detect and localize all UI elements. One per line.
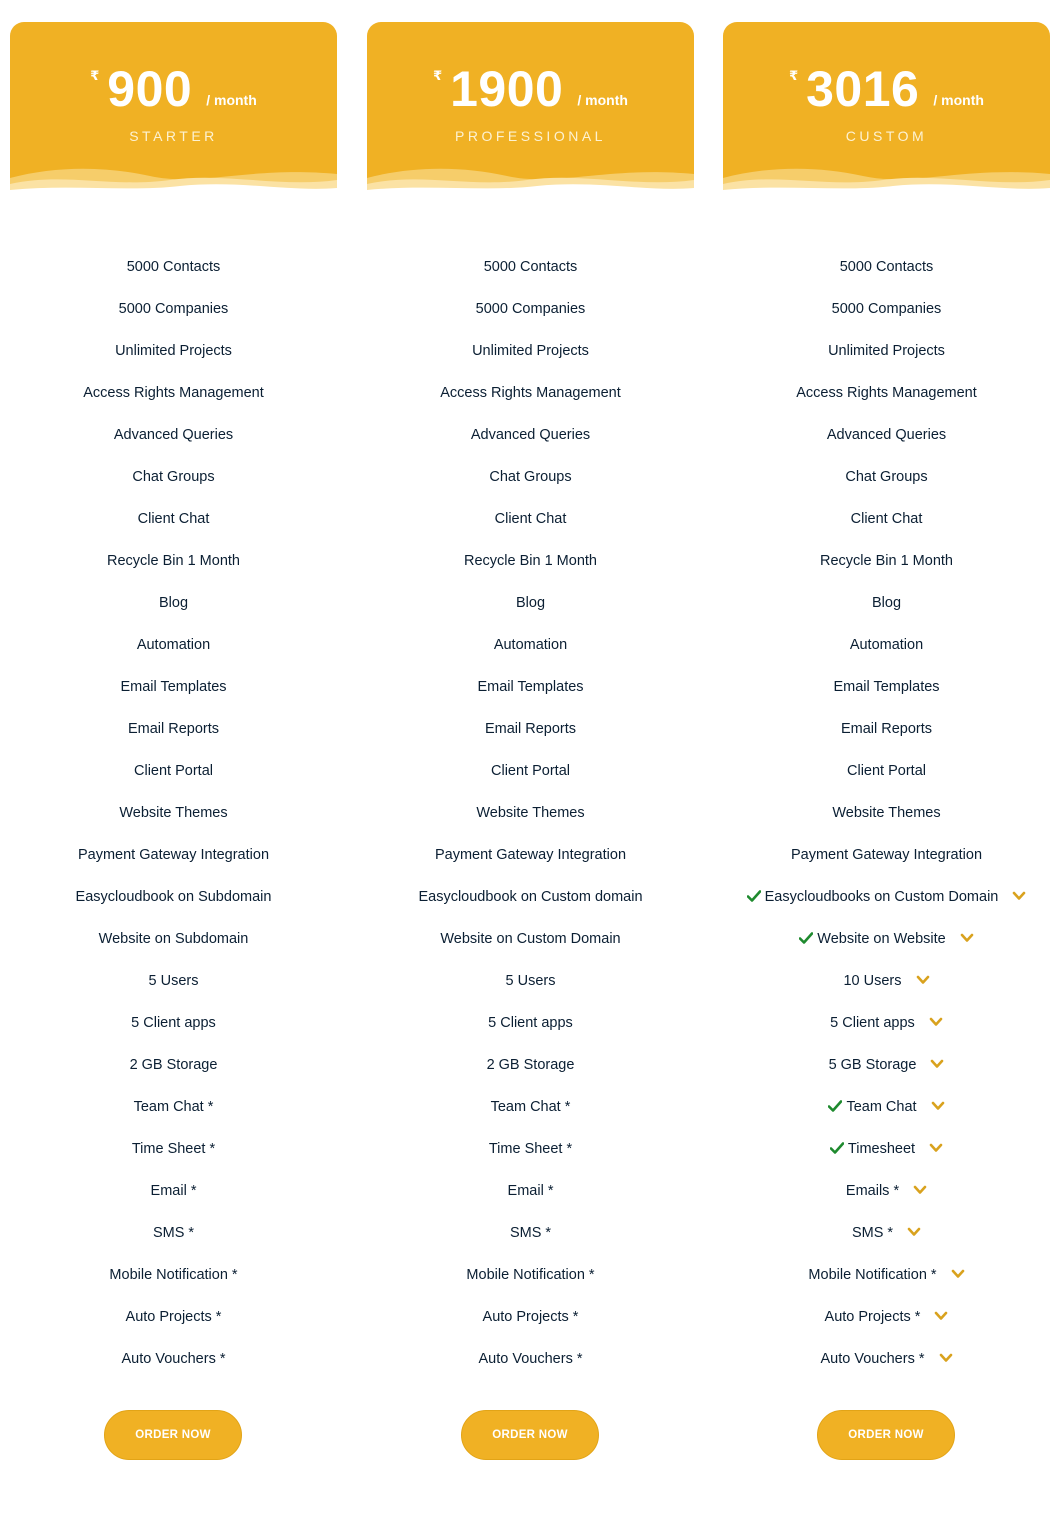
check-icon (828, 1100, 842, 1112)
feature-label: SMS * (851, 1225, 894, 1241)
feature-item (10, 372, 337, 414)
feature-item (723, 498, 1050, 540)
feature-item (10, 1338, 337, 1380)
feature-item[interactable] (723, 1170, 1050, 1212)
feature-label: Website Themes (119, 805, 228, 821)
feature-label: Chat Groups (845, 469, 928, 485)
chevron-down-icon[interactable] (929, 1143, 943, 1153)
feature-item (367, 372, 694, 414)
feature-item (367, 1338, 694, 1380)
feature-item (723, 456, 1050, 498)
feature-label: 5000 Companies (118, 301, 229, 317)
feature-item[interactable] (723, 1296, 1050, 1338)
chevron-down-icon[interactable] (916, 975, 930, 985)
feature-item (367, 1212, 694, 1254)
feature-item (10, 330, 337, 372)
feature-item (367, 414, 694, 456)
feature-item[interactable] (723, 1338, 1050, 1380)
check-icon (799, 932, 813, 944)
feature-label: Auto Projects * (482, 1309, 579, 1325)
feature-item (10, 582, 337, 624)
price-period: / month (933, 92, 984, 108)
feature-list (723, 246, 1050, 1380)
feature-label: Email Reports (840, 721, 933, 737)
feature-item (10, 750, 337, 792)
feature-label: Payment Gateway Integration (77, 847, 270, 863)
feature-item (367, 876, 694, 918)
feature-label: Unlimited Projects (115, 343, 232, 359)
price-row (10, 62, 337, 118)
feature-item (10, 876, 337, 918)
plan-name: STARTER (129, 128, 218, 144)
feature-label: Easycloudbook on Custom domain (418, 889, 643, 905)
feature-item[interactable] (723, 960, 1050, 1002)
feature-label: Email Templates (477, 679, 584, 695)
feature-label: Client Portal (491, 763, 570, 779)
feature-item (10, 1212, 337, 1254)
feature-label: Client Chat (850, 511, 923, 527)
feature-label: Mobile Notification * (466, 1267, 595, 1283)
price-row (367, 62, 694, 118)
price-row (723, 62, 1050, 118)
wave-decoration (723, 162, 1050, 192)
feature-item (367, 582, 694, 624)
feature-label: Website Themes (476, 805, 585, 821)
feature-label: Advanced Queries (826, 427, 947, 443)
feature-item (10, 1002, 337, 1044)
feature-label: Easycloudbook on Subdomain (75, 889, 272, 905)
plan-header (367, 22, 694, 192)
feature-item[interactable] (723, 1128, 1050, 1170)
feature-item[interactable] (723, 918, 1050, 960)
plan-name: PROFESSIONAL (455, 128, 606, 144)
feature-label: Payment Gateway Integration (790, 847, 983, 863)
feature-item (723, 246, 1050, 288)
plan-header (723, 22, 1050, 192)
feature-item (10, 246, 337, 288)
feature-label: Recycle Bin 1 Month (820, 553, 953, 569)
chevron-down-icon[interactable] (1012, 891, 1026, 901)
feature-label: 5 Users (505, 973, 556, 989)
feature-label: Auto Projects * (125, 1309, 222, 1325)
feature-item (10, 288, 337, 330)
feature-item (367, 750, 694, 792)
feature-item (723, 834, 1050, 876)
plan-card-professional (367, 22, 694, 1502)
feature-label: Team Chat * (133, 1099, 214, 1115)
feature-label: Website on Website (817, 931, 946, 947)
feature-label: Auto Vouchers * (478, 1351, 583, 1367)
feature-item (10, 918, 337, 960)
chevron-down-icon[interactable] (931, 1101, 945, 1111)
chevron-down-icon[interactable] (930, 1059, 944, 1069)
feature-item (10, 834, 337, 876)
feature-label: 2 GB Storage (486, 1057, 575, 1073)
feature-item (367, 624, 694, 666)
feature-item (723, 414, 1050, 456)
feature-item (10, 1044, 337, 1086)
feature-label: Easycloudbooks on Custom Domain (764, 889, 999, 905)
pricing-plans (10, 22, 1050, 1502)
feature-item (10, 540, 337, 582)
feature-item (367, 792, 694, 834)
feature-label: Website on Subdomain (98, 931, 249, 947)
feature-item (10, 624, 337, 666)
feature-label: 5 Client apps (131, 1015, 216, 1031)
feature-item (10, 1128, 337, 1170)
feature-item (367, 246, 694, 288)
check-icon (830, 1142, 844, 1154)
wave-decoration (10, 162, 337, 192)
feature-label: Time Sheet * (488, 1141, 573, 1157)
feature-label: Advanced Queries (470, 427, 591, 443)
feature-item[interactable] (723, 876, 1050, 918)
feature-label: Auto Projects * (824, 1309, 921, 1325)
feature-label: Unlimited Projects (472, 343, 589, 359)
feature-label: Recycle Bin 1 Month (107, 553, 240, 569)
feature-label: 5000 Contacts (483, 259, 578, 275)
feature-label: Blog (158, 595, 189, 611)
feature-item (367, 834, 694, 876)
feature-item (367, 960, 694, 1002)
feature-label: SMS * (152, 1225, 195, 1241)
feature-label: Timesheet (847, 1141, 916, 1157)
order-now-button[interactable]: ORDER NOW (461, 1410, 599, 1460)
feature-label: Mobile Notification * (808, 1267, 937, 1283)
chevron-down-icon[interactable] (907, 1227, 921, 1237)
feature-item[interactable] (723, 1212, 1050, 1254)
price-period: / month (206, 92, 257, 108)
feature-label: 10 Users (843, 973, 902, 989)
currency-symbol: ₹ (433, 68, 443, 83)
feature-item (10, 414, 337, 456)
chevron-down-icon[interactable] (929, 1017, 943, 1027)
feature-list (367, 246, 694, 1380)
feature-item (723, 666, 1050, 708)
feature-label: Auto Vouchers * (820, 1351, 925, 1367)
feature-label: Email Templates (120, 679, 227, 695)
feature-label: Auto Vouchers * (121, 1351, 226, 1367)
feature-item (10, 456, 337, 498)
feature-item (723, 750, 1050, 792)
feature-label: Access Rights Management (83, 385, 264, 401)
feature-item (10, 960, 337, 1002)
feature-label: 5 Users (148, 973, 199, 989)
plan-header (10, 22, 337, 192)
price-amount: 1900 (450, 61, 564, 117)
chevron-down-icon[interactable] (934, 1311, 948, 1321)
feature-item (10, 498, 337, 540)
price-amount: 3016 (806, 61, 920, 117)
feature-label: Website on Custom Domain (440, 931, 621, 947)
feature-label: Email Templates (833, 679, 940, 695)
feature-item (723, 624, 1050, 666)
feature-item (367, 540, 694, 582)
feature-label: Email Reports (127, 721, 220, 737)
feature-label: Automation (849, 637, 924, 653)
feature-item (367, 1128, 694, 1170)
chevron-down-icon[interactable] (939, 1353, 953, 1363)
feature-item (10, 1086, 337, 1128)
feature-label: Website Themes (832, 805, 941, 821)
feature-label: Payment Gateway Integration (434, 847, 627, 863)
feature-item (723, 330, 1050, 372)
feature-label: Automation (136, 637, 211, 653)
feature-label: Emails * (845, 1183, 900, 1199)
currency-symbol: ₹ (90, 68, 100, 83)
feature-label: 5000 Contacts (839, 259, 934, 275)
feature-label: Client Chat (494, 511, 567, 527)
feature-label: Chat Groups (132, 469, 215, 485)
feature-item (723, 792, 1050, 834)
feature-label: Email * (507, 1183, 554, 1199)
feature-label: Client Portal (134, 763, 213, 779)
feature-label: Advanced Queries (113, 427, 234, 443)
feature-label: Automation (493, 637, 568, 653)
feature-item[interactable] (723, 1044, 1050, 1086)
feature-item (367, 498, 694, 540)
feature-item (367, 1086, 694, 1128)
feature-label: Access Rights Management (440, 385, 621, 401)
feature-item (367, 330, 694, 372)
feature-label: Unlimited Projects (828, 343, 945, 359)
feature-label: Team Chat (846, 1099, 917, 1115)
feature-label: 5000 Contacts (126, 259, 221, 275)
feature-item (367, 1170, 694, 1212)
feature-label: Chat Groups (489, 469, 572, 485)
feature-label: 5 Client apps (830, 1015, 915, 1031)
feature-label: Email Reports (484, 721, 577, 737)
feature-label: 2 GB Storage (129, 1057, 218, 1073)
feature-item (10, 1254, 337, 1296)
feature-item (367, 918, 694, 960)
feature-label: Team Chat * (490, 1099, 571, 1115)
feature-item (367, 456, 694, 498)
feature-item[interactable] (723, 1002, 1050, 1044)
feature-label: Client Portal (847, 763, 926, 779)
feature-label: Blog (871, 595, 902, 611)
feature-item (10, 708, 337, 750)
feature-item (10, 1170, 337, 1212)
feature-item (367, 1002, 694, 1044)
feature-label: 5 GB Storage (828, 1057, 917, 1073)
feature-label: 5000 Companies (831, 301, 942, 317)
check-icon (747, 890, 761, 902)
wave-decoration (367, 162, 694, 192)
feature-item (367, 1296, 694, 1338)
order-now-button[interactable]: ORDER NOW (817, 1410, 955, 1460)
plan-name: CUSTOM (845, 128, 928, 144)
feature-item (723, 372, 1050, 414)
chevron-down-icon[interactable] (960, 933, 974, 943)
feature-label: Client Chat (137, 511, 210, 527)
feature-item (367, 288, 694, 330)
feature-item (723, 540, 1050, 582)
feature-item (10, 666, 337, 708)
order-now-button[interactable]: ORDER NOW (104, 1410, 242, 1460)
price-amount: 900 (107, 61, 193, 117)
feature-item (367, 1254, 694, 1296)
feature-label: Time Sheet * (131, 1141, 216, 1157)
feature-item (367, 708, 694, 750)
price-period: / month (577, 92, 628, 108)
feature-item (723, 708, 1050, 750)
feature-item (367, 1044, 694, 1086)
feature-list (10, 246, 337, 1380)
feature-label: Blog (515, 595, 546, 611)
feature-label: 5 Client apps (488, 1015, 573, 1031)
feature-label: Access Rights Management (796, 385, 977, 401)
feature-item[interactable] (723, 1086, 1050, 1128)
feature-item (723, 582, 1050, 624)
feature-label: Email * (150, 1183, 197, 1199)
plan-card-starter (10, 22, 337, 1502)
feature-item (10, 792, 337, 834)
currency-symbol: ₹ (789, 68, 799, 83)
feature-item[interactable] (723, 1254, 1050, 1296)
feature-label: 5000 Companies (475, 301, 586, 317)
feature-item (723, 288, 1050, 330)
feature-label: SMS * (509, 1225, 552, 1241)
feature-label: Recycle Bin 1 Month (464, 553, 597, 569)
feature-item (367, 666, 694, 708)
chevron-down-icon[interactable] (913, 1185, 927, 1195)
feature-item (10, 1296, 337, 1338)
feature-label: Mobile Notification * (109, 1267, 238, 1283)
plan-card-custom (723, 22, 1050, 1502)
chevron-down-icon[interactable] (951, 1269, 965, 1279)
